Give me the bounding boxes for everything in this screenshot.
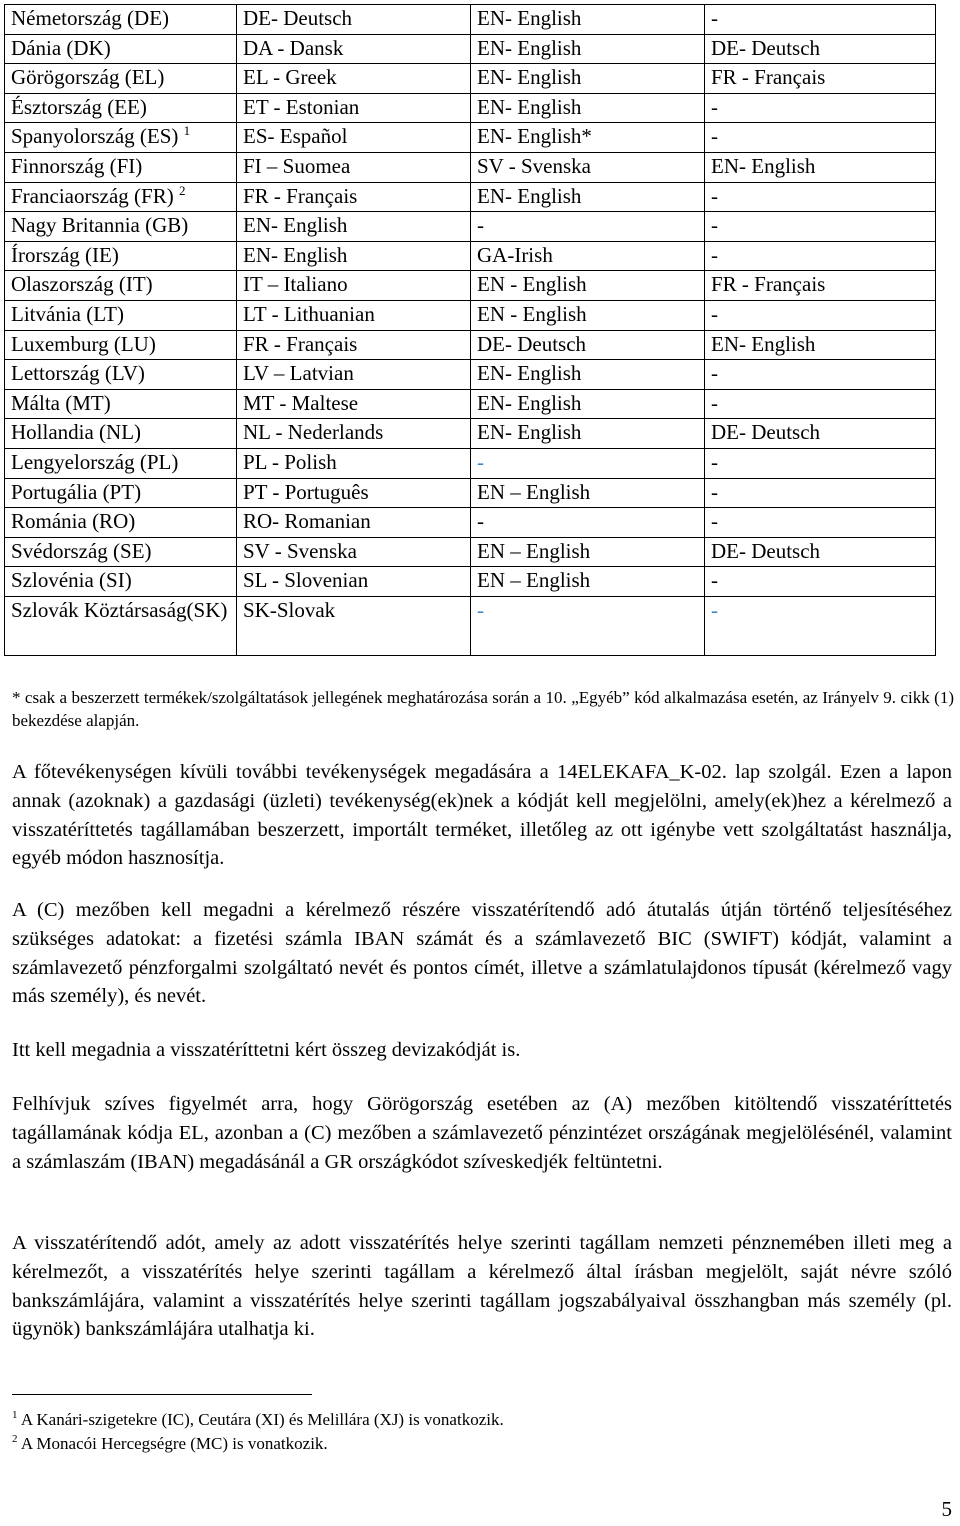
cell-text: - xyxy=(711,183,718,208)
language-2-cell xyxy=(471,123,705,153)
paragraph-greece: Felhívjuk szíves figyelmét arra, hogy Görögország esetében az (A) mezőben kitöltendő visszatéríttetés tagállamának kódja EL, azonban a (C) mezőben a számlavezető pénzintézet országának megjelölésénél, valamint a számlaszám (IBAN) megadásánál a GR országkódot szíveskedjék feltüntetni. xyxy=(12,1093,952,1173)
cell-text: EN- English* xyxy=(477,124,592,149)
language-3-cell xyxy=(705,212,936,242)
language-table xyxy=(4,4,936,656)
country-cell xyxy=(5,5,237,35)
cell-text: FR - Français xyxy=(711,272,826,297)
language-1-cell xyxy=(237,182,471,212)
footnote-mark: 2 xyxy=(12,1433,18,1445)
language-2-cell xyxy=(471,271,705,301)
language-3-cell xyxy=(705,271,936,301)
country-cell xyxy=(5,271,237,301)
country-cell xyxy=(5,330,237,360)
language-1-cell xyxy=(237,5,471,35)
language-1-cell xyxy=(237,360,471,390)
footnote-ref: 2 xyxy=(178,182,186,198)
footnote-text: A Monacói Hercegségre (MC) is vonatkozik. xyxy=(20,1434,328,1453)
language-1-cell xyxy=(237,448,471,478)
language-1-cell xyxy=(237,64,471,94)
language-1-cell xyxy=(237,419,471,449)
cell-text: Szlovénia (SI) xyxy=(11,568,132,593)
cell-text: Lengyelország (PL) xyxy=(11,449,179,474)
language-1-cell xyxy=(237,567,471,597)
cell-text: - xyxy=(477,213,484,238)
cell-text: - xyxy=(711,449,718,474)
language-2-cell xyxy=(471,360,705,390)
cell-text: Spanyolország (ES) xyxy=(11,124,179,149)
country-cell xyxy=(5,152,237,182)
language-3-cell xyxy=(705,567,936,597)
table-row xyxy=(5,567,936,597)
language-1-cell xyxy=(237,300,471,330)
cell-text: SL - Slovenian xyxy=(243,568,369,593)
table-row xyxy=(5,448,936,478)
table-row xyxy=(5,596,936,655)
language-3-cell xyxy=(705,508,936,538)
language-3-cell xyxy=(705,360,936,390)
language-2-cell xyxy=(471,448,705,478)
table-row xyxy=(5,389,936,419)
language-3-cell xyxy=(705,152,936,182)
cell-text: RO- Romanian xyxy=(243,509,371,534)
cell-text: EN – English xyxy=(477,538,591,563)
cell-text: - xyxy=(711,6,718,30)
language-1-cell xyxy=(237,330,471,360)
cell-text: - xyxy=(711,242,718,267)
language-2-cell xyxy=(471,537,705,567)
country-cell xyxy=(5,64,237,94)
cell-text: IT – Italiano xyxy=(243,272,348,297)
table-row xyxy=(5,5,936,35)
country-cell xyxy=(5,93,237,123)
language-table-body xyxy=(5,5,936,656)
cell-text: EN- English xyxy=(477,361,582,386)
cell-text: EN- English xyxy=(477,65,582,90)
cell-text: PL - Polish xyxy=(243,449,337,474)
cell-text: EN - English xyxy=(477,301,587,326)
cell-text: - xyxy=(711,94,718,119)
country-cell xyxy=(5,389,237,419)
cell-text: SV - Svenska xyxy=(243,538,357,563)
language-3-cell xyxy=(705,330,936,360)
language-3-cell xyxy=(705,596,936,655)
language-1-cell xyxy=(237,123,471,153)
footnote-divider xyxy=(12,1394,312,1395)
language-2-cell xyxy=(471,567,705,597)
footnote-mark: 1 xyxy=(12,1409,18,1421)
cell-text: FR - Français xyxy=(711,65,826,90)
language-2-cell xyxy=(471,152,705,182)
cell-text: GA-Irish xyxy=(477,242,553,267)
cell-text: Észtország (EE) xyxy=(11,94,147,119)
country-cell xyxy=(5,567,237,597)
table-row xyxy=(5,271,936,301)
cell-text: ET - Estonian xyxy=(243,94,360,119)
cell-text: EN- English xyxy=(711,153,816,178)
cell-text: Szlovák Köztársaság(SK) xyxy=(11,597,228,622)
cell-text: SV - Svenska xyxy=(477,153,591,178)
language-1-cell xyxy=(237,34,471,64)
language-3-cell xyxy=(705,537,936,567)
cell-text: Luxemburg (LU) xyxy=(11,331,156,356)
paragraph-refund: A visszatérítendő adót, amely az adott visszatérítés helye szerinti tagállam nemzeti pénznemében illeti meg a kérelmezőt, a visszatérítés helye szerinti tagállam a kérelmező által írásban megjelölt, saját névre szóló bankszámlájára, valamint a visszatérítés helye szerinti tagállam jogszabályaival összhangban más személy (pl. ügynök) bankszámlájára utalhatja ki. xyxy=(12,1232,952,1341)
cell-text: EN- English xyxy=(477,420,582,445)
cell-text: ES- Español xyxy=(243,124,348,149)
cell-text: - xyxy=(477,449,484,474)
language-1-cell xyxy=(237,271,471,301)
cell-text: PT - Português xyxy=(243,479,369,504)
language-1-cell xyxy=(237,152,471,182)
language-2-cell xyxy=(471,241,705,271)
cell-text: - xyxy=(711,124,718,149)
footnote-text: A Kanári-szigetekre (IC), Ceutára (XI) és Melillára (XJ) is vonatkozik. xyxy=(20,1410,504,1429)
cell-text: LV – Latvian xyxy=(243,361,354,386)
country-cell xyxy=(5,182,237,212)
country-cell xyxy=(5,34,237,64)
cell-text: Litvánia (LT) xyxy=(11,301,124,326)
language-3-cell xyxy=(705,64,936,94)
language-3-cell xyxy=(705,389,936,419)
language-2-cell xyxy=(471,478,705,508)
cell-text: EN- English xyxy=(477,183,582,208)
footnote-2 xyxy=(12,1433,328,1455)
cell-text: DE- Deutsch xyxy=(711,420,821,445)
cell-text: - xyxy=(711,213,718,238)
language-3-cell xyxy=(705,34,936,64)
cell-text: DE- Deutsch xyxy=(243,6,353,30)
cell-text: EN- English xyxy=(477,94,582,119)
cell-text: FR - Français xyxy=(243,331,358,356)
language-3-cell xyxy=(705,5,936,35)
cell-text: Nagy Britannia (GB) xyxy=(11,213,189,238)
cell-text: - xyxy=(477,597,484,622)
cell-text: Írország (IE) xyxy=(11,242,119,267)
footnote-ref: 1 xyxy=(183,123,191,139)
country-cell xyxy=(5,508,237,538)
language-1-cell xyxy=(237,212,471,242)
paragraph-field-c: A (C) mezőben kell megadni a kérelmező részére visszatérítendő adó átutalás útján történő teljesítéséhez szükséges adatokat: a fizetési számla IBAN számát és a számlavezető BIC (SWIFT) kódját, valamint a számlavezető pénzforgalmi szolgáltató nevét és pontos címét, illetve a számlatulajdonos típusát (kérelmező vagy más személy), és nevét. xyxy=(12,899,952,1008)
table-row xyxy=(5,360,936,390)
cell-text: EN – English xyxy=(477,568,591,593)
language-2-cell xyxy=(471,330,705,360)
country-cell xyxy=(5,212,237,242)
cell-text: Svédország (SE) xyxy=(11,538,152,563)
cell-text: Görögország (EL) xyxy=(11,65,165,90)
table-row xyxy=(5,330,936,360)
cell-text: EN – English xyxy=(477,479,591,504)
language-1-cell xyxy=(237,241,471,271)
language-1-cell xyxy=(237,596,471,655)
cell-text: DA - Dansk xyxy=(243,35,344,60)
paragraph-currency: Itt kell megadnia a visszatéríttetni kért összeg devizakódját is. xyxy=(12,1039,521,1061)
language-1-cell xyxy=(237,478,471,508)
table-row xyxy=(5,419,936,449)
cell-text: EN- English xyxy=(711,331,816,356)
language-2-cell xyxy=(471,419,705,449)
language-2-cell xyxy=(471,596,705,655)
cell-text: Németország (DE) xyxy=(11,6,170,30)
language-3-cell xyxy=(705,123,936,153)
language-2-cell xyxy=(471,64,705,94)
table-row xyxy=(5,212,936,242)
table-row xyxy=(5,152,936,182)
cell-text: FR - Français xyxy=(243,183,358,208)
country-cell xyxy=(5,448,237,478)
cell-text: - xyxy=(711,390,718,415)
language-3-cell xyxy=(705,300,936,330)
cell-text: - xyxy=(711,568,718,593)
language-2-cell xyxy=(471,508,705,538)
language-3-cell xyxy=(705,241,936,271)
cell-text: EN- English xyxy=(243,213,348,238)
cell-text: - xyxy=(711,361,718,386)
language-3-cell xyxy=(705,182,936,212)
language-2-cell xyxy=(471,389,705,419)
table-row xyxy=(5,537,936,567)
language-1-cell xyxy=(237,537,471,567)
country-cell xyxy=(5,419,237,449)
cell-text: Lettország (LV) xyxy=(11,361,145,386)
cell-text: EN - English xyxy=(477,272,587,297)
country-cell xyxy=(5,360,237,390)
cell-text: LT - Lithuanian xyxy=(243,301,375,326)
language-2-cell xyxy=(471,300,705,330)
cell-text: FI – Suomea xyxy=(243,153,351,178)
language-1-cell xyxy=(237,389,471,419)
language-3-cell xyxy=(705,93,936,123)
cell-text: Olaszország (IT) xyxy=(11,272,153,297)
cell-text: EL - Greek xyxy=(243,65,337,90)
language-2-cell xyxy=(471,182,705,212)
country-cell xyxy=(5,123,237,153)
cell-text: SK-Slovak xyxy=(243,597,336,622)
star-note: * csak a beszerzett termékek/szolgáltatások jellegének meghatározása során a 10. „Egyéb” kód alkalmazása esetén, az Irányelv 9. cikk (1) bekezdése alapján. xyxy=(12,688,954,730)
cell-text: DE- Deutsch xyxy=(711,538,821,563)
table-row xyxy=(5,508,936,538)
language-3-cell xyxy=(705,448,936,478)
language-1-cell xyxy=(237,93,471,123)
language-3-cell xyxy=(705,478,936,508)
cell-text: Finnország (FI) xyxy=(11,153,143,178)
country-cell xyxy=(5,537,237,567)
footnote-1 xyxy=(12,1409,504,1431)
table-row xyxy=(5,478,936,508)
cell-text: - xyxy=(477,509,484,534)
cell-text: Románia (RO) xyxy=(11,509,136,534)
language-3-cell xyxy=(705,419,936,449)
cell-text: EN- English xyxy=(243,242,348,267)
language-2-cell xyxy=(471,93,705,123)
country-cell xyxy=(5,241,237,271)
cell-text: NL - Nederlands xyxy=(243,420,384,445)
table-row xyxy=(5,123,936,153)
cell-text: EN- English xyxy=(477,6,582,30)
cell-text: EN- English xyxy=(477,390,582,415)
cell-text: Málta (MT) xyxy=(11,390,111,415)
cell-text: DE- Deutsch xyxy=(477,331,587,356)
country-cell xyxy=(5,596,237,655)
cell-text: Portugália (PT) xyxy=(11,479,142,504)
paragraph-activities: A főtevékenységen kívüli további tevékenységek megadására a 14ELEKAFA_K-02. lap szolgál. Ezen a lapon annak (azoknak) a gazdasági (üzleti) tevékenység(ek)nek a kódját kell megjelölni, amely(ek)hez a kérelmező a visszatéríttetés tagállamában beszerzett, importált terméket, illetőleg az ott igénybe vett szolgáltatást használja, egyéb módon hasznosítja. xyxy=(12,761,952,870)
cell-text: - xyxy=(711,597,718,622)
table-row xyxy=(5,34,936,64)
country-cell xyxy=(5,478,237,508)
country-cell xyxy=(5,300,237,330)
language-2-cell xyxy=(471,212,705,242)
cell-text: - xyxy=(711,301,718,326)
language-2-cell xyxy=(471,34,705,64)
cell-text: Franciaország (FR) xyxy=(11,183,174,208)
language-2-cell xyxy=(471,5,705,35)
language-1-cell xyxy=(237,508,471,538)
page-number: 5 xyxy=(941,1497,952,1521)
table-row xyxy=(5,64,936,94)
cell-text: MT - Maltese xyxy=(243,390,359,415)
table-row xyxy=(5,182,936,212)
cell-text: DE- Deutsch xyxy=(711,35,821,60)
cell-text: - xyxy=(711,509,718,534)
cell-text: Hollandia (NL) xyxy=(11,420,142,445)
table-row xyxy=(5,93,936,123)
table-row xyxy=(5,300,936,330)
table-row xyxy=(5,241,936,271)
cell-text: Dánia (DK) xyxy=(11,35,111,60)
cell-text: EN- English xyxy=(477,35,582,60)
cell-text: - xyxy=(711,479,718,504)
